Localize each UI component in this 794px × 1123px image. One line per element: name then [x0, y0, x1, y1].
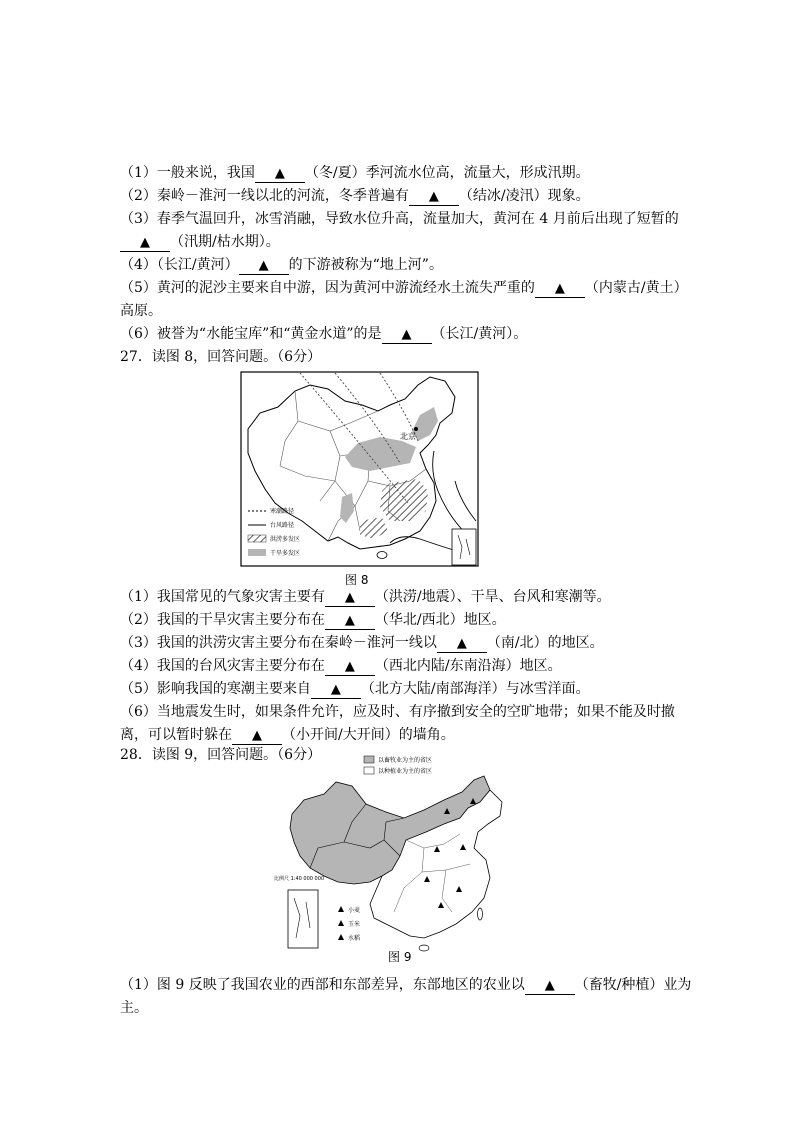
q27-heading: 27．读图 8，回答问题。（6分）	[120, 349, 322, 365]
figure-9-map	[274, 752, 532, 966]
answer-blank[interactable]: ▲	[525, 978, 575, 995]
question-line: （4）我国的台风灾害主要分布在 ▲ （西北内陆/东南沿海）地区。	[120, 658, 562, 674]
figure-8-map	[240, 371, 480, 568]
answer-blank[interactable]: ▲	[239, 258, 289, 275]
answer-blank[interactable]: ▲	[325, 590, 375, 607]
question-line: （6）被誉为“水能宝库”和“黄金水道”的是 ▲ （长江/黄河）。	[120, 326, 528, 342]
answer-blank[interactable]: ▲	[437, 636, 487, 653]
answer-blank[interactable]: ▲	[535, 281, 585, 298]
answer-blank[interactable]: ▲	[325, 613, 375, 630]
legend-cold-wave: 寒潮路径	[270, 508, 295, 515]
legend-typhoon: 台风路径	[270, 522, 295, 529]
answer-blank[interactable]: ▲	[325, 659, 375, 676]
legend-corn: 玉米	[348, 921, 361, 928]
question-line: （3）我国的洪涝灾害主要分布在秦岭－淮河一线以 ▲ （南/北）的地区。	[120, 635, 604, 651]
question-line: （1）图 9 反映了我国农业的西部和东部差异，东部地区的农业以 ▲ （畜牧/种植）业为	[120, 977, 692, 993]
legend-pastoral: 以畜牧业为主的省区	[378, 757, 433, 764]
figure-9-caption: 图 9	[388, 950, 412, 964]
question-line: （4）（长江/黄河） ▲ 的下游被称为“地上河”。	[120, 257, 443, 273]
scale-label: 比例尺 1:40 000 000	[274, 876, 325, 882]
answer-blank[interactable]: ▲	[120, 235, 170, 252]
question-line: （2）我国的干旱灾害主要分布在 ▲ （华北/西北）地区。	[120, 612, 506, 628]
china-agriculture-map	[274, 752, 532, 966]
question-line: （6）当地震发生时，如果条件允许，应及时、有序撤到安全的空旷地带；如果不能及时撤	[120, 704, 675, 720]
q28-heading: 28．读图 9，回答问题。（6分）	[120, 747, 322, 763]
question-line: （1）我国常见的气象灾害主要有 ▲ （洪涝/地震）、干旱、台风和寒潮等。	[120, 589, 611, 605]
legend-rice: 水稻	[348, 935, 361, 942]
city-label-beijing: 北京	[400, 432, 416, 441]
legend-drought: 干旱多发区	[270, 550, 301, 557]
question-line: 离，可以暂时躲在 ▲ （小开间/大开间）的墙角。	[120, 727, 455, 743]
question-line: （2）秦岭－淮河一线以北的河流，冬季普遍有 ▲ （结冰/凌汛）现象。	[120, 188, 590, 204]
answer-blank[interactable]: ▲	[232, 728, 282, 745]
china-disaster-map	[240, 371, 480, 568]
question-line: ▲ （汛期/枯水期）。	[120, 232, 280, 252]
question-line: 高原。	[120, 303, 162, 319]
question-line: 主。	[120, 1000, 148, 1016]
answer-blank[interactable]: ▲	[382, 327, 432, 344]
legend-crop: 以种植业为主的省区	[378, 768, 433, 775]
legend-wheat: 小麦	[348, 907, 361, 914]
question-line: （3）春季气温回升，冰雪消融，导致水位升高，流量加大，黄河在 4 月前后出现了短暂的	[120, 211, 679, 227]
answer-blank[interactable]: ▲	[409, 189, 459, 206]
question-line: （1）一般来说，我国 ▲ （冬/夏）季河流水位高，流量大，形成汛期。	[120, 165, 590, 181]
figure-8-caption: 图 8	[345, 573, 369, 587]
legend-flood: 洪涝多发区	[270, 536, 301, 543]
answer-blank[interactable]: ▲	[311, 682, 361, 699]
question-line: （5）影响我国的寒潮主要来自 ▲ （北方大陆/南部海洋）与冰雪洋面。	[120, 681, 590, 697]
question-line: （5）黄河的泥沙主要来自中游，因为黄河中游流经水土流失严重的 ▲ （内蒙古/黄土）	[120, 280, 688, 296]
answer-blank[interactable]: ▲	[255, 166, 305, 183]
